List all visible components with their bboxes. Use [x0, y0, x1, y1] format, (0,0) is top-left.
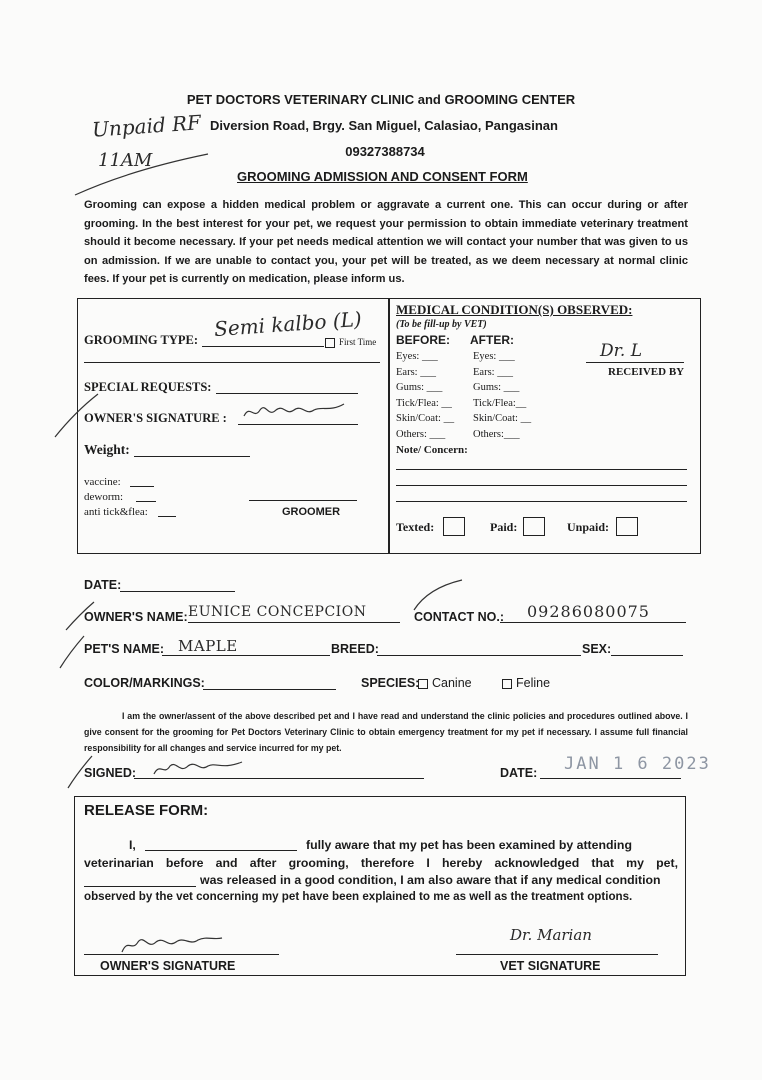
release-text-3: was released in a good condition, I am also aware that if any medical condition [200, 873, 661, 887]
vaccine-line [130, 486, 154, 487]
owner-signature-line [238, 424, 358, 425]
after-row: Gums: ___ [473, 382, 520, 393]
signed-date-line [540, 778, 681, 779]
date-line [120, 591, 235, 592]
received-by-label: RECEIVED BY [608, 366, 685, 378]
grooming-type-line-2 [84, 362, 380, 363]
after-row: Others:___ [473, 428, 520, 440]
species-feline-option[interactable] [502, 676, 550, 690]
note-line-3 [396, 501, 687, 502]
handwritten-stroke [70, 150, 220, 200]
intro-paragraph: Grooming can expose a hidden medical problem or aggravate a current one. This can occur during or after grooming. In the best interest for your pet, we request your permission to obtain immediate veterinary treatment should it become necessary. If your pet needs medical attention we will contact your number that was given to us on admission. If we are unable to contact you, your pet will be treated, as we deem necessary at normal clinic fees. If your pet is currently on medication, please inform us. [84, 199, 688, 285]
note-line-2 [396, 485, 687, 486]
paid-label: Paid: [490, 520, 518, 534]
grooming-type-value: Semi kalbo (L) [213, 306, 363, 342]
check-mark-contact [410, 578, 470, 614]
color-markings-label: COLOR/MARKINGS: [84, 676, 205, 690]
special-requests-label: SPECIAL REQUESTS: [84, 380, 212, 394]
deworm-line [136, 501, 156, 502]
contact-line [500, 622, 686, 623]
signed-scribble [150, 756, 250, 780]
clinic-name: PET DOCTORS VETERINARY CLINIC and GROOMING CENTER [186, 92, 576, 107]
before-row: Others: ___ [396, 428, 446, 440]
check-mark-owner-name [60, 598, 100, 634]
canine-checkbox[interactable] [418, 679, 428, 689]
check-mark-signed [62, 752, 102, 792]
before-row: Skin/Coat: __ [396, 413, 455, 424]
after-row: Skin/Coat: __ [473, 413, 532, 424]
release-i: I, [129, 838, 136, 852]
before-row: Eyes: ___ [396, 351, 438, 362]
deworm-label: deworm: [84, 491, 124, 503]
release-text-4: observed by the vet concerning my pet have been explained to me as well as the treatment options. [84, 890, 633, 903]
release-owner-signature-label: OWNER'S SIGNATURE [100, 959, 236, 973]
pet-name-value: MAPLE [178, 637, 238, 655]
species-canine-option[interactable] [418, 676, 472, 690]
note-label: Note/ Concern: [396, 444, 468, 456]
release-vet-signature-line [456, 954, 658, 955]
form-title: GROOMING ADMISSION AND CONSENT FORM [237, 169, 528, 184]
anti-tick-line [158, 516, 176, 517]
vet-signature-value: Dr. Marian [510, 926, 592, 944]
feline-checkbox[interactable] [502, 679, 512, 689]
after-row: Tick/Flea:__ [473, 397, 527, 409]
clinic-address: Diversion Road, Brgy. San Miguel, Calasiao, Pangasinan [210, 118, 558, 133]
signed-date-label: DATE: [500, 766, 538, 780]
check-mark-owner [50, 392, 110, 442]
breed-label: BREED: [331, 642, 379, 656]
date-stamp: JAN 1 6 2023 [564, 754, 711, 774]
texted-checkbox[interactable] [443, 517, 465, 536]
pet-name-line [162, 655, 330, 656]
first-time-label: First Time [339, 337, 377, 347]
anti-tick-label: anti tick&flea: [84, 506, 148, 518]
release-owner-scribble [118, 930, 228, 956]
medical-subtitle: (To be fill-up by VET) [396, 319, 487, 330]
release-title: RELEASE FORM: [84, 802, 209, 819]
release-pet-line [84, 886, 196, 887]
grooming-type-line [202, 346, 324, 347]
owner-signature-label: OWNER'S SIGNATURE : [84, 411, 227, 425]
after-column [473, 349, 531, 442]
received-by-line [586, 362, 684, 363]
clinic-phone: 09327388734 [345, 144, 425, 159]
received-by-signature: Dr. L [600, 341, 642, 361]
after-row: Ears: ___ [473, 366, 513, 378]
weight-line [134, 456, 250, 457]
medical-title: MEDICAL CONDITION(S) OBSERVED: [396, 302, 633, 317]
check-mark-pet-name [54, 632, 94, 672]
first-time-checkbox[interactable] [325, 338, 335, 348]
weight-label: Weight: [84, 442, 130, 457]
owner-name-value: EUNICE CONCEPCION [188, 604, 367, 620]
before-label: BEFORE: [396, 333, 450, 347]
after-label: AFTER: [470, 333, 514, 347]
box-divider [388, 298, 390, 554]
color-markings-line [203, 689, 336, 690]
handwritten-time-note: 11AM [98, 150, 153, 171]
groomer-line [249, 500, 357, 501]
date-label: DATE: [84, 578, 122, 592]
special-requests-line [216, 393, 358, 394]
first-time-option[interactable] [325, 337, 376, 348]
sex-label: SEX: [582, 642, 612, 656]
groomer-label: GROOMER [282, 506, 341, 518]
breed-line [377, 655, 581, 656]
release-vet-signature-label: VET SIGNATURE [500, 959, 601, 973]
release-text-1: fully aware that my pet has been examined by attending [306, 838, 632, 852]
paid-checkbox[interactable] [523, 517, 545, 536]
before-row: Gums: ___ [396, 382, 443, 393]
canine-label: Canine [432, 676, 472, 690]
unpaid-checkbox[interactable] [616, 517, 638, 536]
note-line-1 [396, 469, 687, 470]
owner-name-label: OWNER'S NAME: [84, 610, 188, 624]
grooming-type-label: GROOMING TYPE: [84, 333, 199, 347]
signed-label: SIGNED: [84, 766, 137, 780]
texted-label: Texted: [396, 520, 435, 534]
owner-signature-scribble [240, 400, 350, 424]
before-row: Tick/Flea: __ [396, 397, 452, 409]
before-column [396, 349, 454, 442]
pet-name-label: PET'S NAME: [84, 642, 165, 656]
unpaid-label: Unpaid: [567, 520, 610, 534]
after-row: Eyes: ___ [473, 351, 515, 362]
vaccine-label: vaccine: [84, 476, 121, 488]
species-label: SPECIES: [361, 676, 420, 690]
consent-text: I am the owner/assent of the above described pet and I have read and understand the clinic policies and procedures outlined above. I give consent for the grooming for Pet Doctors Veterinary Clinic to obtain emergency treatment for my pet if necessary. I assume full financial responsibility for all changes and service incurred for my pet. [84, 711, 688, 753]
contact-value: 09286080075 [527, 602, 650, 621]
contact-label: CONTACT NO.: [414, 610, 505, 624]
release-text-2: veterinarian before and after grooming, therefore I hereby acknowledged that my pet, [84, 856, 678, 870]
sex-line [611, 655, 683, 656]
handwritten-unpaid-note: Unpaid RF [91, 110, 202, 142]
owner-name-line [188, 622, 400, 623]
feline-label: Feline [516, 676, 551, 690]
release-name-line [145, 850, 297, 851]
before-row: Ears: ___ [396, 366, 436, 378]
